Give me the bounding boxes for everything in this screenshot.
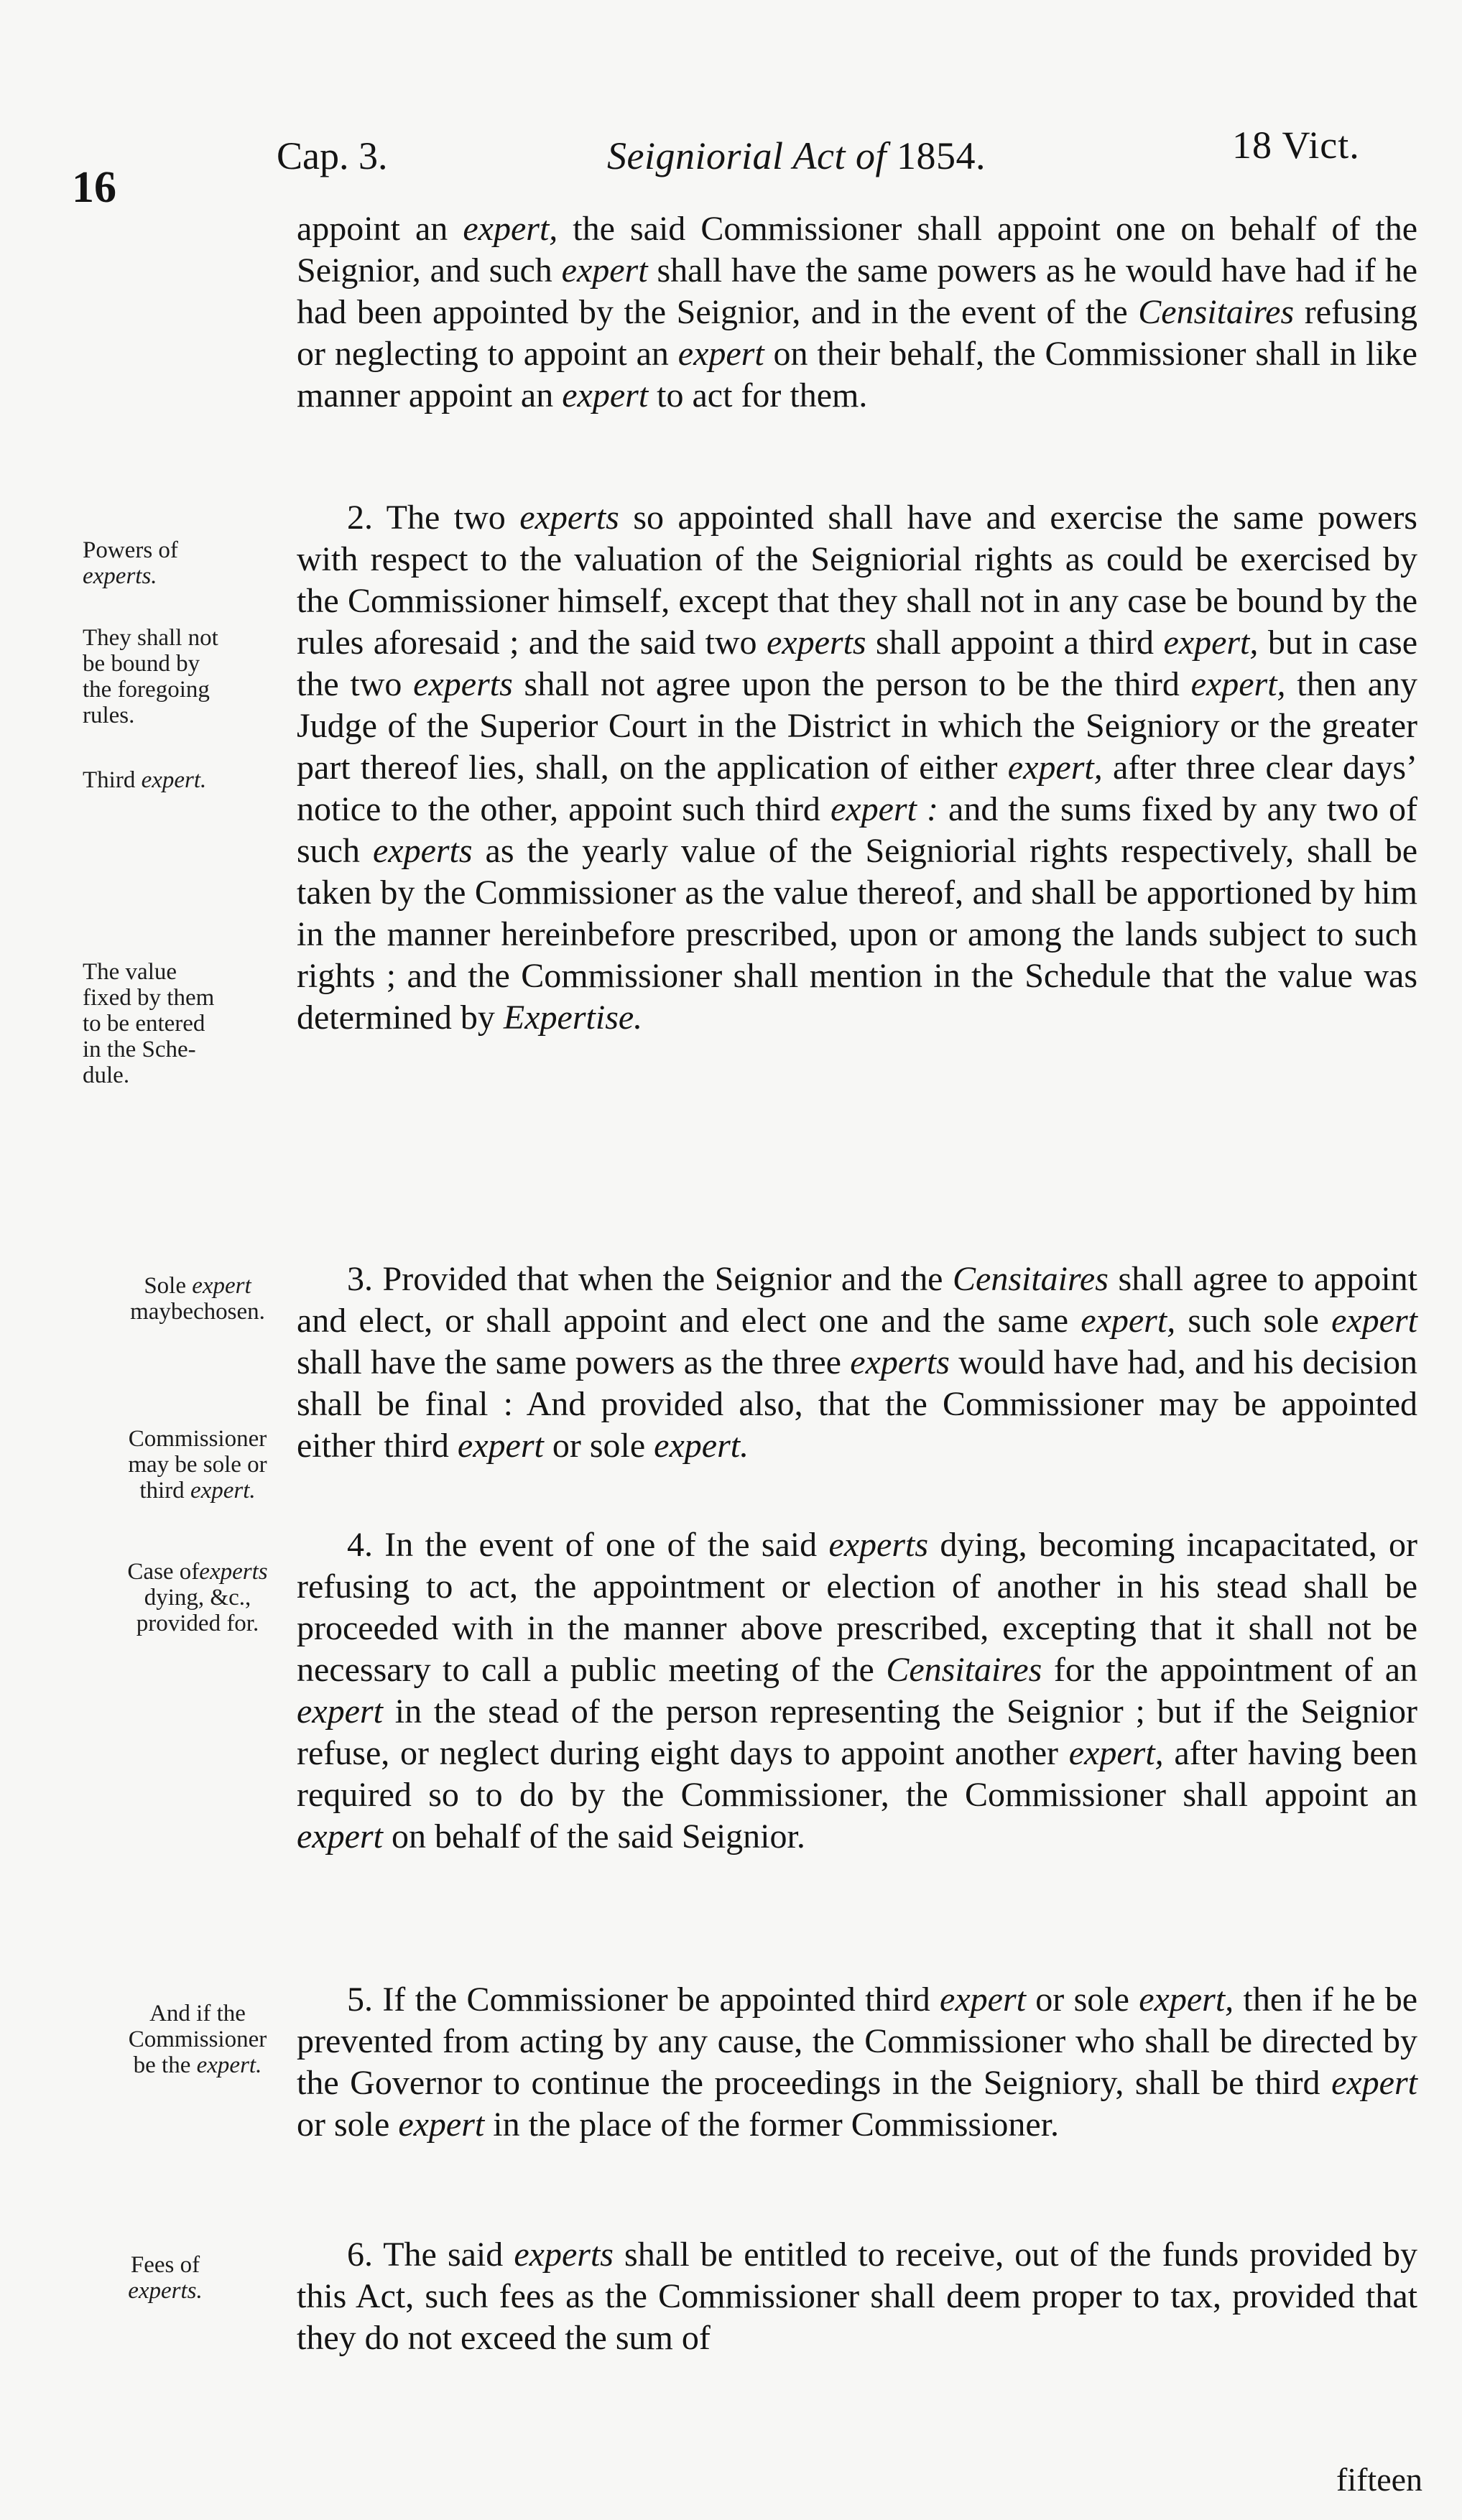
- text-run: and the sums fixed by any two of such: [297, 790, 1418, 870]
- text-run-italic: Censitaires: [886, 1651, 1042, 1689]
- margin-note-line: in the Sche-: [83, 1037, 196, 1062]
- text-run: or sole: [543, 1427, 654, 1465]
- text-run: then any Judge of the Superior Court in the District in which the Seigniory or the greater part thereof lies, shall, on the application of either: [297, 665, 1418, 787]
- text-run-italic: expert: [562, 376, 649, 414]
- margin-note-line: experts.: [83, 563, 157, 589]
- text-run: on their behalf, the Commissioner shall in like manner appoint an: [297, 335, 1417, 414]
- margin-note-line: experts.: [128, 2278, 203, 2304]
- margin-note-line: Case of: [127, 1559, 200, 1585]
- margin-note-line: dying, &c.,: [144, 1585, 251, 1611]
- margin-note-powers-of-experts: [83, 537, 320, 589]
- paragraph-continued: [297, 208, 1417, 417]
- margin-note-line: Powers of: [83, 537, 178, 563]
- text-run: the said Commissioner shall appoint one on behalf of the Seignior, and such: [297, 210, 1418, 289]
- text-run-italic: expert: [1331, 1302, 1417, 1340]
- text-run-italic: expert: [297, 1692, 383, 1731]
- margin-note-line: expert.: [190, 1478, 256, 1504]
- text-run-italic: experts: [828, 1526, 929, 1564]
- margin-note-line: to be entered: [83, 1011, 205, 1037]
- margin-note-line: be the: [133, 2052, 191, 2078]
- text-run-italic: expert :: [831, 790, 938, 828]
- text-run: then if he be prevented from acting by any cause, the Commissioner who shall be directed by the Governor to continue the proceedings in the Seigniory, shall be third: [297, 1981, 1417, 2102]
- margin-note-line: expert.: [141, 767, 207, 793]
- margin-note-value-fixed: [83, 959, 320, 1088]
- text-run: shall agree to appoint and elect, or shall appoint and elect one and the same: [297, 1260, 1417, 1340]
- text-run-italic: expert: [297, 1817, 383, 1856]
- text-run-italic: expert,: [1068, 1734, 1164, 1772]
- paragraph-5: [297, 1979, 1417, 2146]
- margin-note-line: And if the: [149, 2001, 246, 2026]
- margin-note-line: fixed by them: [83, 985, 215, 1011]
- text-run-italic: expert.: [654, 1427, 749, 1465]
- text-run: shall be entitled to receive, out of the funds provided by this Act, such fees as the Commissioner shall deem proper to tax, provided that they do not exceed the sum of: [297, 2236, 1418, 2357]
- running-title-year: 1854.: [896, 134, 986, 177]
- text-run-italic: expert: [398, 2106, 485, 2144]
- text-run: appoint an: [297, 210, 463, 248]
- margin-note-commissioner-sole: [83, 1426, 313, 1504]
- catchword: fifteen: [1336, 2461, 1423, 2498]
- margin-note-line: may be sole or: [128, 1452, 267, 1478]
- regnal-year: 18 Vict.: [1232, 124, 1360, 167]
- text-run-italic: experts: [372, 832, 473, 870]
- text-run: such sole: [1175, 1302, 1332, 1340]
- text-run: 6. The said: [347, 2236, 514, 2274]
- margin-note-line: They shall not: [83, 625, 218, 651]
- text-run: would have had, and his decision shall be final : And provided also, that the Commissioner may be appointed either third: [297, 1343, 1418, 1465]
- text-run-italic: Expertise.: [503, 999, 643, 1037]
- margin-note-line: be bound by: [83, 651, 200, 677]
- margin-note-line: experts: [199, 1559, 268, 1585]
- margin-note-line: maybechosen.: [130, 1299, 265, 1325]
- page-number: 16: [72, 163, 116, 212]
- margin-note-sole-expert: [83, 1273, 313, 1325]
- margin-note-third-expert: [83, 767, 320, 793]
- margin-note-line: rules.: [83, 703, 135, 728]
- text-run-italic: experts: [413, 665, 513, 703]
- margin-note-line: provided for.: [136, 1611, 259, 1636]
- text-run-italic: experts: [766, 624, 866, 662]
- margin-note-line: the foregoing: [83, 677, 210, 703]
- margin-note-line: Commissioner: [128, 2026, 267, 2052]
- text-run: to act for them.: [648, 376, 868, 414]
- text-run-italic: expert: [561, 251, 648, 289]
- text-run: after three clear days’ notice to the other, appoint such third: [297, 749, 1418, 828]
- text-run: on behalf of the said Seignior.: [382, 1817, 805, 1856]
- paragraph-3: [297, 1259, 1417, 1467]
- paragraph-2: [297, 497, 1417, 1039]
- margin-note-line: The value: [83, 959, 177, 985]
- text-run: but in case the two: [297, 624, 1418, 703]
- margin-note-line: Sole: [144, 1273, 186, 1299]
- text-run-italic: Censitaires: [1138, 293, 1295, 331]
- margin-note-line: third: [139, 1478, 185, 1504]
- text-run: shall appoint a third: [866, 624, 1164, 662]
- margin-note-line: Commissioner: [128, 1426, 267, 1452]
- text-run: or sole: [1025, 1981, 1139, 2019]
- margin-note-not-bound: [83, 625, 320, 728]
- text-run-italic: expert: [457, 1427, 544, 1465]
- text-run: refusing or neglecting to appoint an: [297, 293, 1417, 373]
- text-run: 2. The two: [347, 499, 520, 537]
- margin-note-case-of-experts-dying: [83, 1559, 313, 1636]
- text-run: after having been required so to do by the Commissioner, the Commissioner shall appoint an: [297, 1734, 1417, 1814]
- text-run-italic: expert,: [1190, 665, 1286, 703]
- text-run: for the appointment of an: [1042, 1651, 1418, 1689]
- text-run: in the place of the former Commissioner.: [484, 2106, 1060, 2144]
- text-run-italic: expert,: [1007, 749, 1103, 787]
- margin-note-line: dule.: [83, 1062, 130, 1088]
- text-run: dying, becoming incapacitated, or refusing to act, the appointment or election of another in his stead shall be proceeded with in the manner above prescribed, excepting that it shall not be necessary to call a public meeting of the: [297, 1526, 1417, 1689]
- margin-note-line: Third: [83, 767, 136, 793]
- text-run-italic: Censitaires: [953, 1260, 1109, 1298]
- chapter-label: Cap. 3.: [277, 134, 388, 177]
- text-run: 3. Provided that when the Seignior and the: [347, 1260, 953, 1298]
- margin-note-line: expert: [192, 1273, 251, 1299]
- text-run-italic: expert: [1331, 2064, 1417, 2102]
- text-run-italic: expert,: [1139, 1981, 1234, 2019]
- text-run-italic: experts: [514, 2236, 614, 2274]
- text-run: shall not agree upon the person to be the third: [512, 665, 1191, 703]
- text-run: so appointed shall have and exercise the same powers with respect to the valuation of the Seigniorial rights as could be exercised by the Commissioner himself, except that they shall not in any case be bound by the rules aforesaid ; and the said two: [297, 499, 1417, 662]
- text-run-italic: expert,: [1163, 624, 1259, 662]
- margin-note-line: Fees of: [130, 2252, 200, 2278]
- margin-note-and-if-commissioner: [83, 2001, 313, 2078]
- text-run: shall have the same powers as the three: [297, 1343, 851, 1381]
- text-run: as the yearly value of the Seigniorial rights respectively, shall be taken by the Commissioner as the value thereof, and shall be apportioned by him in the manner hereinbefore prescribed, upon or among the lands subject to such rights ; and the Commissioner shall mention in the Schedule that the value was determined by: [297, 832, 1418, 1037]
- paragraph-4: [297, 1524, 1417, 1858]
- text-run-italic: expert: [940, 1981, 1026, 2019]
- text-run: 4. In the event of one of the said: [347, 1526, 829, 1564]
- margin-note-fees-of-experts: [83, 2252, 248, 2304]
- text-run-italic: experts: [519, 499, 619, 537]
- running-title: [607, 136, 986, 175]
- text-run-italic: expert,: [1081, 1302, 1176, 1340]
- text-run-italic: expert: [677, 335, 764, 373]
- text-run-italic: expert,: [463, 210, 558, 248]
- text-run: or sole: [297, 2106, 399, 2144]
- text-run: 5. If the Commissioner be appointed third: [347, 1981, 940, 2019]
- text-run: shall have the same powers as he would have had if he had been appointed by the Seignior, and in the event of the: [297, 251, 1417, 331]
- running-title-text: Seigniorial Act of: [607, 134, 887, 177]
- text-run: in the stead of the person representing the Seignior ; but if the Seignior refuse, or neglect during eight days to appoint another: [297, 1692, 1417, 1772]
- text-run-italic: experts: [850, 1343, 950, 1381]
- paragraph-6: [297, 2234, 1417, 2359]
- margin-note-line: expert.: [196, 2052, 262, 2078]
